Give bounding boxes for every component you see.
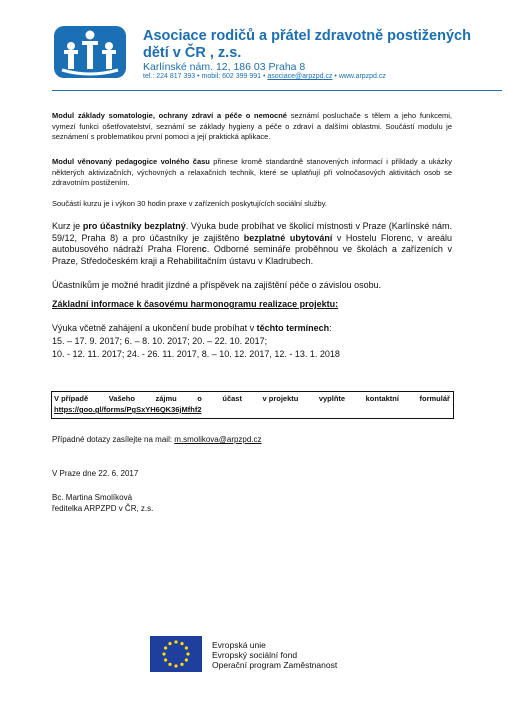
eu-line-3: Operační program Zaměstnanost — [212, 660, 338, 670]
eu-star-icon — [186, 652, 189, 655]
contact-email-link[interactable]: asociace@arpzpd.cz — [267, 73, 333, 80]
schedule-dates-line-2: 10. - 12. 11. 2017; 24. - 26. 11. 2017, 8. – 10. 12. 2017, 12. - 13. 1. 2018 — [52, 349, 340, 359]
prompt-word: Vašeho — [108, 394, 135, 403]
prompt-word: v projektu — [262, 394, 299, 403]
eu-line-1: Evropská unie — [212, 640, 266, 650]
header-divider — [52, 90, 502, 91]
prompt-word: formulář — [419, 394, 450, 403]
course-accommodation-highlight: bezplatné ubytování — [243, 232, 333, 243]
date-place: V Praze dne 22. 6. 2017 — [52, 469, 139, 478]
course-text-2: . Výuka bude probíhat ve školicí místnosti v Praze (Karlínské nám. 59/12, Praha 8) a pro účastníky je zajištěno — [52, 221, 452, 243]
course-free-highlight: pro účastníky bezplatný — [82, 221, 186, 231]
course-info-paragraph — [52, 221, 452, 267]
course-text-3-bold: c — [201, 244, 207, 255]
prompt-word: zájmu — [155, 394, 177, 403]
course-text-1: Kurz je — [52, 221, 83, 231]
questions-line — [52, 435, 452, 446]
eu-line-2: Evropský sociální fond — [212, 650, 298, 660]
prompt-word: o — [197, 394, 202, 403]
schedule-intro — [52, 323, 452, 335]
contact-phones: tel.: 224 817 393 • mobil: 602 399 991 • — [143, 73, 268, 80]
schedule-dates-line-1: 15. – 17. 9. 2017; 6. – 8. 10. 2017; 20. – 22. 10. 2017; — [52, 336, 268, 346]
eu-star-icon — [185, 658, 188, 661]
module-somatology-title: Modul základy somatologie, ochrany zdraví a péče o nemocné — [52, 111, 287, 120]
schedule-heading: Základní informace k časovému harmonogramu realizace projektu: — [52, 299, 339, 309]
module-pedagogy-text: přinese kromě standardně stanovených informací i příklady a ukázky některých aktivizačních, výchovných a relaxačních technik, které se uplatňují při volnočasových aktivitách osob se zdravotním postižením. — [52, 157, 452, 187]
registration-form-link[interactable]: https://goo.gl/forms/PgSxYH6QK36jMfhf2 — [54, 405, 202, 414]
module-somatology-paragraph — [52, 111, 452, 143]
course-travel-note: Účastníkům je možné hradit jízdné a příspěvek na zajištění péče o závislou osobu. — [52, 280, 382, 290]
course-text-4: . Odborné semináře proběhnou ve školách a zařízeních v Praze, Středočeském kraji a Rehabilitačním ústavu v Kladrubech. — [52, 244, 452, 266]
eu-star-icon — [162, 652, 165, 655]
module-somatology-text: seznámí posluchače s tělem a jeho funkcemi, vymezí funkci ošetřovatelství, seznámí se základy hygieny a péče o zdraví a dalšími oblastmi. Součástí modulu je seznámení s problematikou první pomoci a její praktická aplikace. — [52, 111, 452, 141]
eu-star-icon — [168, 642, 171, 645]
module-pedagogy-title: Modul věnovaný pedagogice volného času — [52, 157, 210, 166]
schedule-intro-text: Výuka včetně zahájení a ukončení bude probíhat v — [52, 323, 257, 333]
practice-note: Součástí kurzu je i výkon 30 hodin praxe v zařízeních poskytujících sociální služby. — [52, 199, 327, 208]
organization-address: Karlínské nám. 12, 186 03 Praha 8 — [143, 61, 306, 73]
eu-funding-text — [212, 640, 337, 670]
organization-logo-icon — [54, 26, 126, 78]
module-pedagogy-paragraph — [52, 157, 452, 189]
prompt-word: V případě — [54, 394, 89, 403]
contact-web: • www.arpzpd.cz — [332, 73, 386, 80]
course-text-3: v Hostelu Florenc, v areálu autobusového nádraží Praha Floren — [52, 232, 453, 255]
prompt-word: vyplňte — [318, 394, 346, 403]
schedule-intro-bold: těchto termínech — [256, 323, 330, 333]
eu-star-icon — [180, 642, 183, 645]
organization-contact — [143, 73, 386, 80]
eu-star-icon — [180, 663, 183, 666]
signature-name: Bc. Martina Smolíková — [52, 493, 133, 502]
eu-star-icon — [164, 658, 167, 661]
eu-star-icon — [185, 646, 188, 649]
eu-star-icon — [164, 646, 167, 649]
eu-star-icon — [168, 663, 171, 666]
registration-prompt — [54, 394, 450, 403]
schedule-intro-end: : — [329, 323, 332, 333]
prompt-word: kontaktní — [365, 394, 399, 403]
eu-star-icon — [174, 640, 177, 643]
signature-role: ředitelka ARPZPD v ČR, z.s. — [52, 504, 154, 513]
prompt-word: účast — [222, 394, 242, 403]
organization-name: Asociace rodičů a přátel zdravotně postižených dětí v ČR , z.s. — [143, 28, 471, 61]
questions-email-link[interactable]: m.smolikova@arpzpd.cz — [174, 435, 262, 444]
eu-flag-icon — [150, 636, 202, 672]
registration-form-box — [51, 391, 454, 419]
questions-text: Případné dotazy zasílejte na mail: — [52, 435, 175, 444]
eu-star-icon — [174, 664, 177, 667]
